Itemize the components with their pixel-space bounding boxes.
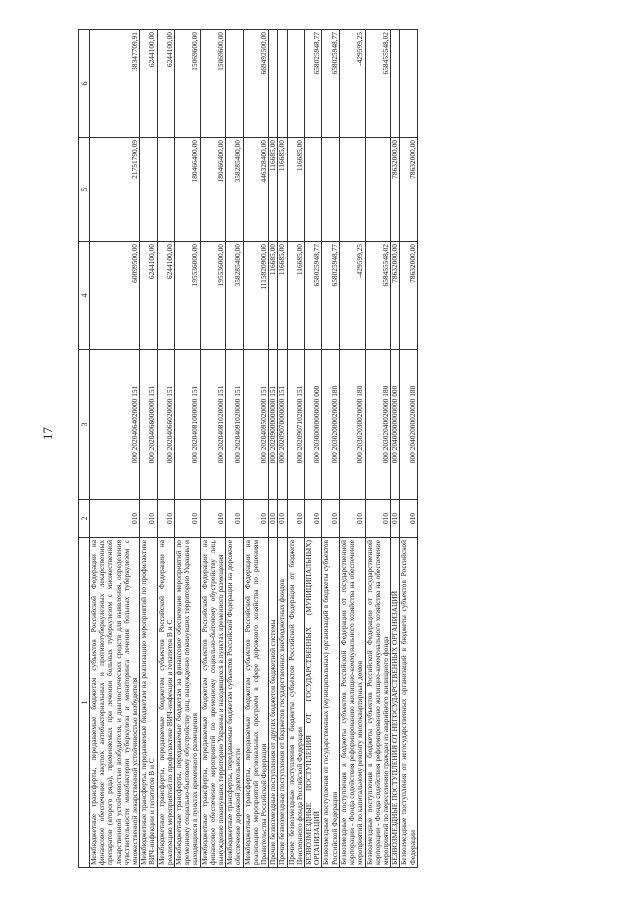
row-code-cell: 010 bbox=[391, 500, 400, 538]
header-row bbox=[79, 30, 90, 868]
row-value-col6: 658025948,77 bbox=[322, 30, 339, 138]
table-row bbox=[305, 30, 322, 868]
row-value-col6 bbox=[391, 30, 400, 138]
row-value-col4: 195536000,00 bbox=[200, 242, 226, 350]
row-kbk-cell: 000 20209070000000 151 bbox=[278, 350, 287, 500]
row-value-col6: 38347709,91 bbox=[90, 30, 140, 138]
row-code-cell: 010 bbox=[226, 500, 243, 538]
row-name-cell: Безвозмездные поступления в бюджеты субъектов Российской Федерации от государственной корпорации - Фонда содействия реформированию жилищно-коммунального хозяйства на обеспечение мероприятий по капитальному ремонту многоквартирных домов bbox=[339, 538, 365, 868]
row-kbk-cell: 000 20302040020000 180 bbox=[365, 350, 391, 500]
row-value-col4: 658455548,02 bbox=[365, 242, 391, 350]
row-value-col5 bbox=[339, 138, 365, 242]
row-value-col5 bbox=[365, 138, 391, 242]
table-row bbox=[200, 30, 226, 868]
row-value-col4: 195536000,00 bbox=[175, 242, 201, 350]
row-value-col4: -429599,25 bbox=[339, 242, 365, 350]
row-name-cell: Межбюджетные трансферты, передаваемые бюджетам на финансовое обеспечение мероприятий по временному социально-бытовому обустройству лиц, вынужденно покинувших территорию Украины и находящихся в пунктах временного размещения bbox=[175, 538, 201, 868]
row-code-cell: 010 bbox=[90, 500, 140, 538]
row-value-col5 bbox=[140, 138, 157, 242]
table-row bbox=[243, 30, 269, 868]
row-kbk-cell: 000 20302000020000 180 bbox=[322, 350, 339, 500]
row-kbk-cell: 000 20209000000000 151 bbox=[269, 350, 278, 500]
row-value-col5: 180466400,00 bbox=[200, 138, 226, 242]
row-code-cell: 010 bbox=[243, 500, 269, 538]
row-name-cell: Прочие безвозмездные поступления в бюджеты субъектов Российской Федерации от бюджета Пенсионного фонда Российской Федерации bbox=[287, 538, 304, 868]
header-cell-3: 3 bbox=[79, 350, 90, 500]
row-name-cell: Межбюджетные трансферты, передаваемые бюджетам субъектов Российской Федерации на реализацию мероприятий по профилактике ВИЧ-инфекции и гепатитов В и С bbox=[157, 538, 174, 868]
header-cell-1: 1 bbox=[79, 538, 90, 868]
row-name-cell: Межбюджетные трансферты, передаваемые бюджетам субъектов Российской Федерации на дорожное обеспечение дорожной деятельности bbox=[226, 538, 243, 868]
row-kbk-cell: 000 20204091020000 151 bbox=[226, 350, 243, 500]
table-body bbox=[90, 30, 418, 868]
row-value-col6: 6244100,00 bbox=[140, 30, 157, 138]
row-code-cell: 010 bbox=[305, 500, 322, 538]
row-value-col6 bbox=[287, 30, 304, 138]
row-value-col4: 78632000,00 bbox=[391, 242, 400, 350]
row-value-col6: 15069600,00 bbox=[175, 30, 201, 138]
row-code-cell: 010 bbox=[278, 500, 287, 538]
row-kbk-cell: 000 20204066020000 151 bbox=[157, 350, 174, 500]
table-row bbox=[322, 30, 339, 868]
row-name-cell: Межбюджетные трансферты, передаваемые бюджетам субъектов Российской Федерации на финансовое обеспечение закупок антибактериальных и противотуберкулезных лекарственных препаратов (второго ряда), применяемых при лечении больных туберкулезом с множественной лекарственной устойчивостью возбудителя, и диагностических средств для выявления, определения чувствительности микобактерии туберкулеза и мониторинга лечения больных туберкулезом с множественной лекарственной устойчивостью возбудителя bbox=[90, 538, 140, 868]
table-row bbox=[175, 30, 201, 868]
table-row bbox=[400, 30, 417, 868]
table-row bbox=[157, 30, 174, 868]
table-row bbox=[226, 30, 243, 868]
row-name-cell: Прочие безвозмездные поступления от других бюджетов бюджетной системы bbox=[269, 538, 278, 868]
row-value-col5 bbox=[305, 138, 322, 242]
row-code-cell: 010 bbox=[140, 500, 157, 538]
row-value-col4: 6244100,00 bbox=[140, 242, 157, 350]
row-code-cell: 010 bbox=[175, 500, 201, 538]
row-value-col6 bbox=[278, 30, 287, 138]
row-value-col6: 6244100,00 bbox=[157, 30, 174, 138]
row-value-col6: 15069600,00 bbox=[200, 30, 226, 138]
row-kbk-cell: 000 20400000000000 000 bbox=[391, 350, 400, 500]
row-code-cell: 010 bbox=[200, 500, 226, 538]
row-kbk-cell: 000 20204081000000 151 bbox=[175, 350, 201, 500]
row-value-col6 bbox=[269, 30, 278, 138]
row-name-cell: Межбюджетные трансферты, передаваемые бюджетам субъектов Российской Федерации на финансовое обеспечение мероприятий по временному социально-бытовому обустройству лиц, вынужденно покинувших территорию Украины и находящихся в пунктах временного размещения bbox=[200, 538, 226, 868]
row-value-col5: 78632000,00 bbox=[391, 138, 400, 242]
header-cell-6: 6 bbox=[79, 30, 90, 138]
row-value-col6 bbox=[226, 30, 243, 138]
table-row bbox=[365, 30, 391, 868]
row-name-cell: Межбюджетные трансферты, передаваемые бюджетам субъектов Российской Федерации на реализацию мероприятий региональных программ в сфере дорожного хозяйства по решениям Правительства Российской Федерации bbox=[243, 538, 269, 868]
row-name-cell: Безвозмездные поступления от негосударственных организаций в бюджеты субъектов Российской Федерации bbox=[400, 538, 417, 868]
budget-table bbox=[78, 29, 418, 868]
row-value-col5: 21751790,09 bbox=[90, 138, 140, 242]
row-value-col6 bbox=[400, 30, 417, 138]
row-value-col4: 78632000,00 bbox=[400, 242, 417, 350]
table-row bbox=[287, 30, 304, 868]
row-value-col4: 60099500,00 bbox=[90, 242, 140, 350]
row-value-col4: 116685,00 bbox=[269, 242, 278, 350]
row-value-col5: 180466400,00 bbox=[175, 138, 201, 242]
table-row bbox=[140, 30, 157, 868]
row-kbk-cell: 000 20204066000000 151 bbox=[140, 350, 157, 500]
header-cell-5: 5 bbox=[79, 138, 90, 242]
row-name-cell: Прочие безвозмездные поступления от бюджетов государственных внебюджетных фондов bbox=[278, 538, 287, 868]
row-value-col4: 116685,00 bbox=[287, 242, 304, 350]
row-code-cell: 010 bbox=[322, 500, 339, 538]
row-value-col5: 116685,00 bbox=[278, 138, 287, 242]
row-name-cell: БЕЗВОЗМЕЗДНЫЕ ПОСТУПЛЕНИЯ ОТ НЕГОСУДАРСТВЕННЫХ ОРГАНИЗАЦИЙ bbox=[391, 538, 400, 868]
row-kbk-cell: 000 20402000020000 180 bbox=[400, 350, 417, 500]
header-cell-2: 2 bbox=[79, 500, 90, 538]
row-kbk-cell: 000 20204081020000 151 bbox=[200, 350, 226, 500]
row-value-col4: 658025948,77 bbox=[322, 242, 339, 350]
row-value-col5 bbox=[322, 138, 339, 242]
row-value-col5: 78632000,00 bbox=[400, 138, 417, 242]
table-row bbox=[278, 30, 287, 868]
row-value-col4: 658025948,77 bbox=[305, 242, 322, 350]
row-code-cell: 010 bbox=[365, 500, 391, 538]
row-code-cell: 010 bbox=[157, 500, 174, 538]
row-value-col4: 358285400,00 bbox=[226, 242, 243, 350]
header-cell-4: 4 bbox=[79, 242, 90, 350]
row-kbk-cell: 000 20204095020000 151 bbox=[243, 350, 269, 500]
row-value-col5 bbox=[157, 138, 174, 242]
row-name-cell: Межбюджетные трансферты, передаваемые бюджетам на реализацию мероприятий по профилактике ВИЧ-инфекции и гепатитов В и С bbox=[140, 538, 157, 868]
row-value-col5: 116685,00 bbox=[269, 138, 278, 242]
row-code-cell: 010 bbox=[269, 500, 278, 538]
row-kbk-cell: 000 20209071020000 151 bbox=[287, 350, 304, 500]
row-value-col6: 658025948,77 bbox=[305, 30, 322, 138]
row-value-col4: 6244100,00 bbox=[157, 242, 174, 350]
row-value-col4: 1115820900,00 bbox=[243, 242, 269, 350]
row-value-col6: 658455548,02 bbox=[365, 30, 391, 138]
row-value-col5: 116685,00 bbox=[287, 138, 304, 242]
row-value-col4: 116685,00 bbox=[278, 242, 287, 350]
budget-table-sheet bbox=[78, 30, 614, 868]
row-name-cell: Безвозмездные поступления от государственных (муниципальных) организаций в бюджеты субъектов Российской Федерации bbox=[322, 538, 339, 868]
row-name-cell: БЕЗВОЗМЕЗДНЫЕ ПОСТУПЛЕНИЯ ОТ ГОСУДАРСТВЕННЫХ (МУНИЦИПАЛЬНЫХ) ОРГАНИЗАЦИЙ bbox=[305, 538, 322, 868]
row-value-col6: -429599,25 bbox=[339, 30, 365, 138]
row-kbk-cell: 000 20302030020000 180 bbox=[339, 350, 365, 500]
row-code-cell: 010 bbox=[339, 500, 365, 538]
table-row bbox=[90, 30, 140, 868]
table-row bbox=[339, 30, 365, 868]
row-value-col5: 358285400,00 bbox=[226, 138, 243, 242]
row-code-cell: 010 bbox=[287, 500, 304, 538]
row-value-col5: 446328400,00 bbox=[243, 138, 269, 242]
page-number: 17 bbox=[40, 427, 55, 440]
row-name-cell: Безвозмездные поступления в бюджеты субъектов Российской Федерации от государственной корпорации - Фонда содействия реформированию жилищно-коммунального хозяйства на обеспечение мероприятий по переселению граждан из аварийного жилищного фонда bbox=[365, 538, 391, 868]
row-value-col6: 669492500,00 bbox=[243, 30, 269, 138]
row-kbk-cell: 000 20204064020000 151 bbox=[90, 350, 140, 500]
row-kbk-cell: 000 20300000000000 000 bbox=[305, 350, 322, 500]
row-code-cell: 010 bbox=[400, 500, 417, 538]
